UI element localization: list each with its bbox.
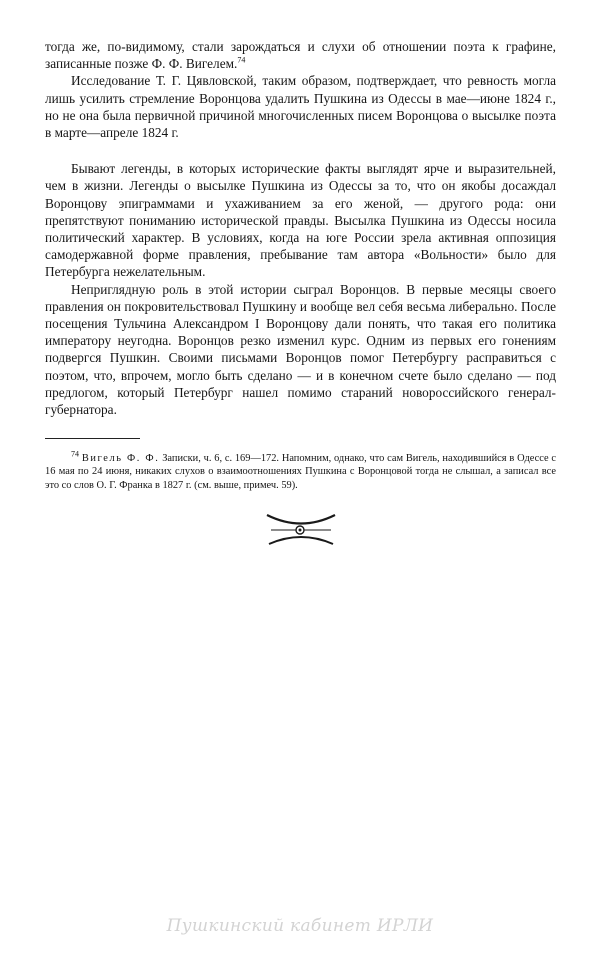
paragraph-4: Неприглядную роль в этой истории сыграл Воронцов. В первые месяцы своего правления он покровительствовал Пушкину и вообще вел себя весьма либерально. После посещения Тульчина Александром I Воронцову дали понять, что такая его политика императору неугодна. Воронцов резко изменил курс. Одним из первых его гонениям подвергся Пушкин. Своими письмами Воронцов помог Петербургу расправиться с поэтом, что, впрочем, могло быть сделано — и в конечном счете было сделано — под предлогом, который Петербург нашел помимо стараний новороссийского генерал-губернатора. <box>45 281 556 418</box>
footnote <box>45 449 556 492</box>
watermark: Пушкинский кабинет ИРЛИ <box>166 916 434 936</box>
paragraph-2: Исследование Т. Г. Цявловской, таким образом, подтверждает, что ревность могла лишь усилить стремление Воронцова удалить Пушкина из Одессы в мае—июне 1824 г., но не она была первичной причиной многочисленных писем Воронцова о высылке поэта в марте—апреле 1824 г. <box>45 73 556 141</box>
footnote-reference[interactable]: 74 <box>237 55 246 65</box>
paragraph-3: Бывают легенды, в которых исторические факты выглядят ярче и выразительней, чем в жизни. Легенды о высылке Пушкина из Одессы за то, что он якобы досаждал Воронцову эпиграммами и ухаживанием за его женой, — другого рода: они препятствуют пониманию исторической правды. Высылка Пушкина из Одессы носила политический характер. В условиях, когда на юге России зрела активная оппозиция самодержавной форме правления, пребывание там автора «Вольности» было для Петербурга нежелательным. <box>45 161 556 280</box>
footnote-text: Записки, ч. 6, с. 169—172. Напомним, однако, что сам Вигель, находившийся в Одессе с 16 мая по 24 июня, никаких слухов о взаимоотношениях Пушкина с Воронцовой тогда не слышал, а записал все это со слов О. Г. Франка в 1827 г. (см. выше, примеч. 59). <box>45 453 556 491</box>
footnote-number: 74 <box>71 449 79 459</box>
paragraph-1 <box>45 38 556 72</box>
footnote-author: Вигель Ф. Ф. <box>81 453 160 465</box>
section-break <box>45 141 556 160</box>
footnote-divider <box>45 438 140 439</box>
page-body <box>45 38 556 492</box>
paragraph-1-text: тогда же, по-видимому, стали зарождаться и слухи об отношении поэта к графине, записанные позже Ф. Ф. Вигелем. <box>45 39 556 72</box>
end-of-chapter-vignette-icon <box>263 510 339 550</box>
